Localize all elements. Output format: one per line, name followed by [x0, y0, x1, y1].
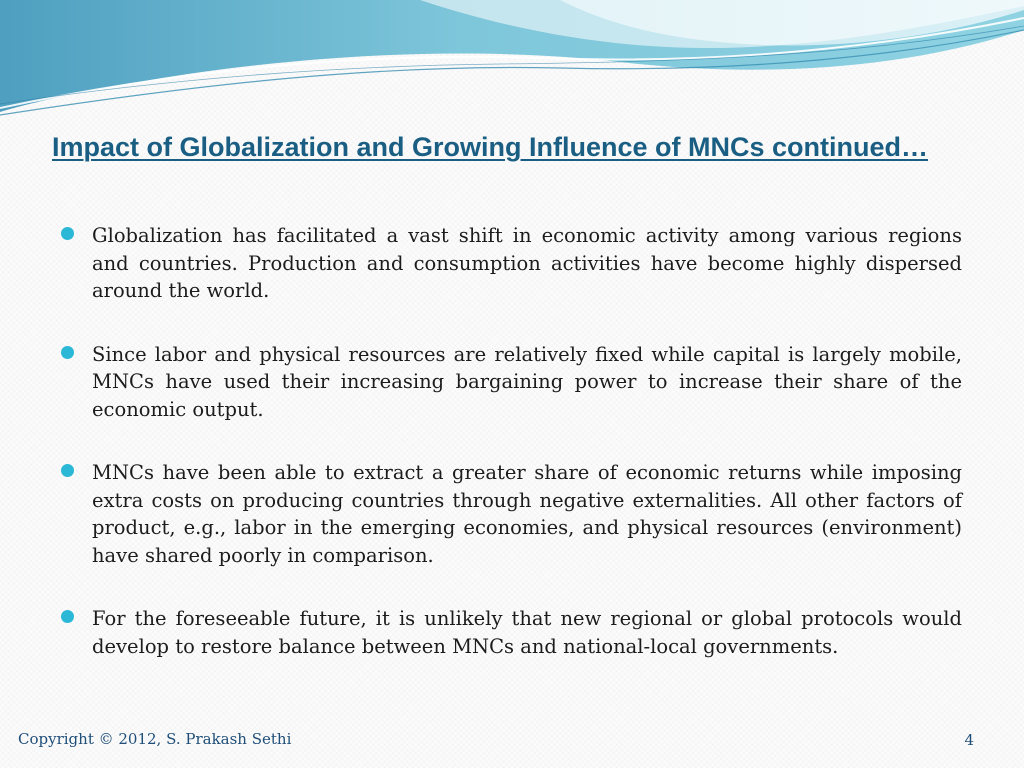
bullet-text: MNCs have been able to extract a greater share of economic returns while imposing extra costs on producing countries through negative externalities. All other factors of product, e.g., labor in the emerging economies, and physical resources (environment) have shared poorly in comparison.	[92, 461, 962, 567]
bullet-text: Since labor and physical resources are relatively fixed while capital is largely mobile, MNCs have used their increasing bargaining power to increase their share of the economic output.	[92, 342, 962, 421]
bullet-dot-icon	[61, 464, 74, 477]
bullet-dot-icon	[61, 610, 74, 623]
wave-banner	[0, 0, 1024, 120]
bullet-item	[60, 222, 962, 305]
bullet-item	[60, 459, 962, 569]
bullet-text: Globalization has facilitated a vast shift in economic activity among various regions and countries. Production and consumption activities have become highly dispersed around the world.	[92, 224, 962, 302]
bullet-text: For the foreseeable future, it is unlikely that new regional or global protocols would develop to restore balance between MNCs and national-local governments.	[92, 607, 962, 658]
bullet-list	[60, 222, 962, 696]
slide-title: Impact of Globalization and Growing Influence of MNCs continued…	[52, 132, 929, 162]
bullet-dot-icon	[61, 227, 74, 240]
bullet-dot-icon	[61, 346, 74, 359]
bullet-item	[60, 341, 962, 424]
bullet-item	[60, 605, 962, 660]
footer-copyright: Copyright © 2012, S. Prakash Sethi	[18, 730, 292, 748]
slide-number: 4	[964, 731, 974, 749]
